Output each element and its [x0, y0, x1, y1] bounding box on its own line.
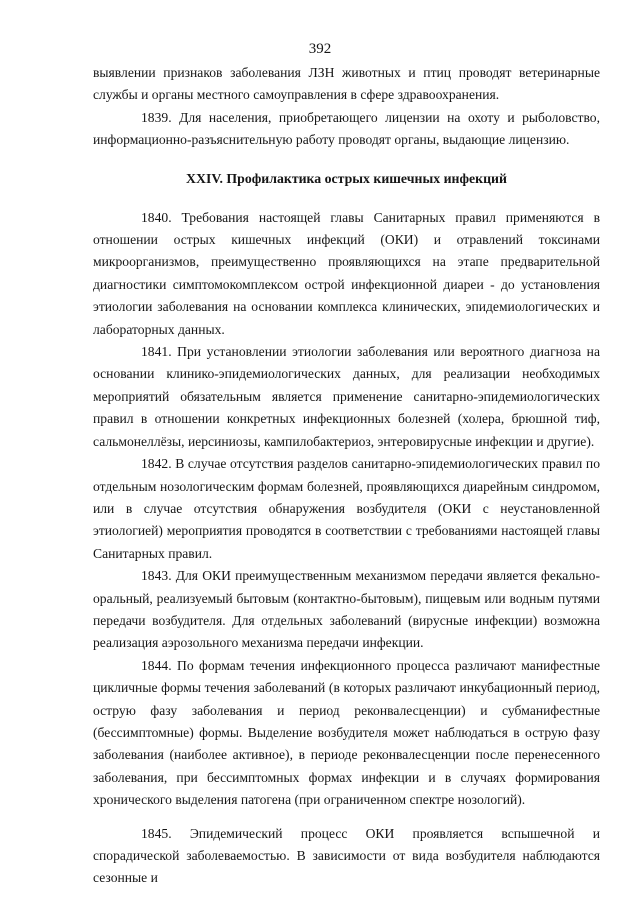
page-content	[93, 62, 600, 890]
paragraph-1839: 1839. Для населения, приобретающего лицензии на охоту и рыболовство, информационно-разъяснительную работу проводят органы, выдающие лицензию.	[93, 109, 600, 148]
paragraph-1842: 1842. В случае отсутствия разделов санитарно-эпидемиологических правил по отдельным нозологическим формам болезней, проявляющихся диарейным синдромом, или в случае отсутствия обнаружения возбудителя (ОКИ с неустановленной этиологией) мероприятия проводятся в соответствии с требованиями настоящей главы Санитарных правил.	[93, 456, 600, 561]
paragraph-1840: 1840. Требования настоящей главы Санитарных правил применяются в отношении острых кишечных инфекций (ОКИ) и отравлений токсинами микроорганизмов, преимущественно проявляющихся на этапе предварительной диагностики симптомокомплексом острой инфекционной диареи - до установления этиологии заболевания на основании комплекса клинических, эпидемиологических и лабораторных данных.	[93, 209, 600, 337]
paragraph-1845: 1845. Эпидемический процесс ОКИ проявляется вспышечной и спорадической заболеваемостью. В зависимости от вида возбудителя наблюдаются сезонные и	[93, 825, 600, 886]
paragraph-1841: 1841. При установлении этиологии заболевания или вероятного диагноза на основании клинико-эпидемиологических данных, для реализации необходимых мероприятий обязательным является применение санитарно-эпидемиологических правил в отношении конкретных инфекционных болезней (холера, брюшной тиф, сальмонеллёзы, иерсиниозы, кампилобактериоз, энтеровирусные инфекции и другие).	[93, 344, 600, 449]
continuation-paragraph: выявлении признаков заболевания ЛЗН животных и птиц проводят ветеринарные службы и органы местного самоуправления в сфере здравоохранения.	[93, 65, 600, 103]
paragraph-1843: 1843. Для ОКИ преимущественным механизмом передачи является фекально-оральный, реализуемый бытовым (контактно-бытовым), пищевым или водным путями передачи возбудителя. Для отдельных заболеваний (вирусные инфекции) возможна реализация аэрозольного механизма передачи инфекции.	[93, 568, 600, 651]
paragraph-1844: 1844. По формам течения инфекционного процесса различают манифестные цикличные формы течения заболеваний (в которых различают инкубационный период, острую фазу заболевания и период реконвалесценции) и субманифестные (бессимптомные) формы. Выделение возбудителя может наблюдаться в острую фазу заболевания (наиболее активное), в периоде реконвалесценции после перенесенного заболевания, при бессимптомных формах инфекции и в случаях формирования хронического выделения патогена (при ограниченном спектре нозологий).	[93, 657, 600, 808]
section-heading: XXIV. Профилактика острых кишечных инфекций	[186, 170, 507, 186]
page-number: 392	[308, 41, 332, 57]
